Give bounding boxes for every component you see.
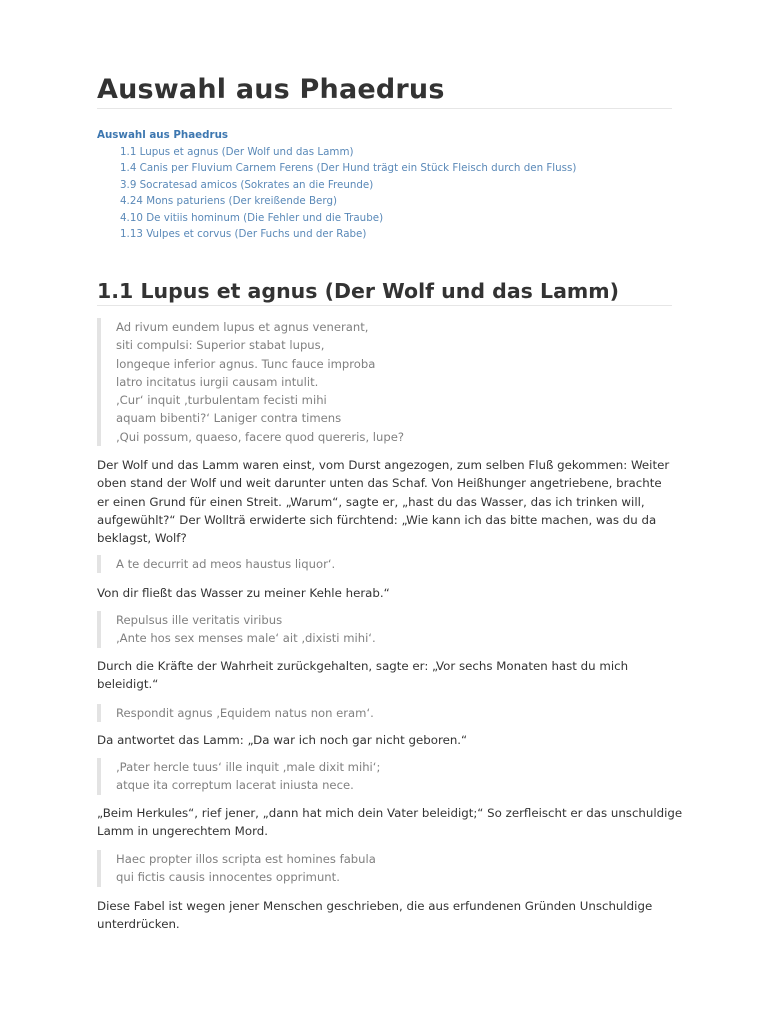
verse-line: latro incitatus iurgii causam intulit.	[116, 374, 319, 389]
toc-link[interactable]: 1.1 Lupus et agnus (Der Wolf und das Lamm)	[120, 145, 354, 158]
verse-line: Ad rivum eundem lupus et agnus venerant,	[116, 320, 369, 334]
verse-line: Haec propter illos scripta est homines fabula	[116, 852, 376, 866]
title-divider	[97, 108, 672, 109]
toc-link[interactable]: 4.10 De vitiis hominum (Die Fehler und die Traube)	[120, 211, 384, 224]
text-line: Durch die Kräfte der Wahrheit zurückgehalten, sagte er: „Vor sechs Monaten hast du mich	[97, 659, 629, 673]
text-line: Diese Fabel ist wegen jener Menschen geschrieben, die aus erfundenen Gründen Unschuldige	[97, 899, 653, 913]
text-line: Da antwortet das Lamm: „Da war ich noch gar nicht geboren.“	[97, 733, 468, 747]
verse-line: aquam bibenti?‘ Laniger contra timens	[116, 411, 342, 426]
latin-blockquote	[97, 850, 671, 887]
german-translation-paragraph	[97, 584, 677, 602]
latin-blockquote	[97, 318, 671, 446]
latin-blockquote	[97, 704, 671, 722]
verse-line: ‚Cur‘ inquit ‚turbulentam fecisti mihi	[116, 393, 327, 408]
verse-line: atque ita correptum lacerat iniusta nece.	[116, 778, 354, 793]
latin-blockquote	[97, 555, 671, 573]
verse-line: ‚Qui possum, quaeso, facere quod quereris, lupe?	[116, 429, 405, 444]
text-line: Lamm in ungerechtem Mord.	[97, 824, 268, 839]
latin-blockquote	[97, 611, 671, 648]
toc-heading-link[interactable]: Auswahl aus Phaedrus	[97, 129, 229, 141]
toc-link[interactable]: 1.13 Vulpes et corvus (Der Fuchs und der Rabe)	[120, 228, 367, 240]
table-of-contents	[97, 127, 677, 243]
german-translation-paragraph	[97, 456, 677, 547]
german-translation-paragraph	[97, 657, 677, 694]
text-line: unterdrücken.	[97, 917, 180, 932]
verse-line: ‚Pater hercle tuus‘ ille inquit ‚male dixit mihi‘;	[116, 760, 381, 774]
text-line: er einen Grund für einen Streit. „Warum“, sagte er, „hast du das Wasser, das ich trinken will,	[97, 494, 645, 509]
verse-line: siti compulsi: Superior stabat lupus,	[116, 338, 325, 353]
text-line: Von dir fließt das Wasser zu meiner Kehle herab.“	[97, 586, 390, 600]
verse-line: longeque inferior agnus. Tunc fauce improba	[116, 356, 376, 371]
latin-blockquote	[97, 758, 671, 795]
section-divider	[97, 305, 672, 306]
page-title: Auswahl aus Phaedrus	[97, 74, 445, 105]
toc-link[interactable]: 4.24 Mons paturiens (Der kreißende Berg)	[120, 195, 337, 207]
german-translation-paragraph	[97, 897, 677, 934]
verse-line: A te decurrit ad meos haustus liquor‘.	[116, 557, 336, 571]
verse-line: ‚Ante hos sex menses male‘ ait ‚dixisti mihi‘.	[116, 631, 376, 646]
text-line: aufgewühlt?“ Der Wollträ erwiderte sich fürchtend: „Wie kann ich das bitte machen, was du da	[97, 512, 657, 527]
toc-link[interactable]: 1.4 Canis per Fluvium Carnem Ferens (Der Hund trägt ein Stück Fleisch durch den Fluss)	[120, 162, 577, 174]
german-translation-paragraph	[97, 804, 683, 841]
verse-line: Respondit agnus ‚Equidem natus non eram‘.	[116, 706, 374, 720]
verse-line: qui fictis causis innocentes opprimunt.	[116, 870, 340, 885]
text-line: beleidigt.“	[97, 677, 159, 692]
text-line: Der Wolf und das Lamm waren einst, vom Durst angezogen, zum selben Fluß gekommen: Weiter	[97, 458, 670, 472]
section-heading: 1.1 Lupus et agnus (Der Wolf und das Lamm)	[97, 279, 620, 303]
text-line: beklagst, Wolf?	[97, 531, 187, 546]
text-line: „Beim Herkules“, rief jener, „dann hat mich dein Vater beleidigt;“ So zerfleischt er das unschuldige	[97, 806, 683, 820]
toc-link[interactable]: 3.9 Socratesad amicos (Sokrates an die Freunde)	[120, 178, 374, 191]
text-line: oben stand der Wolf und weit darunter unten das Schaf. Von Heißhunger angetriebene, brachte	[97, 476, 662, 491]
verse-line: Repulsus ille veritatis viribus	[116, 613, 283, 627]
german-translation-paragraph	[97, 731, 677, 749]
